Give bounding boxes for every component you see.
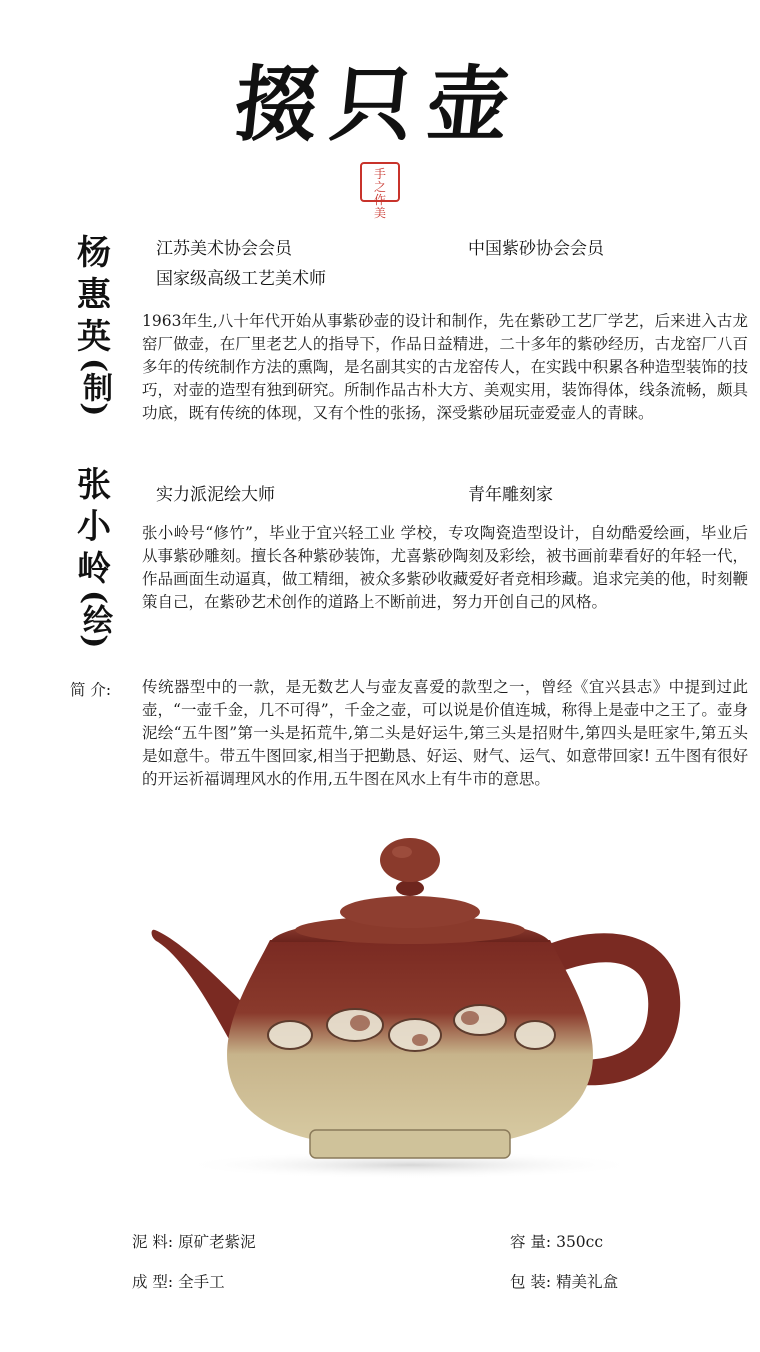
maker-name-char: 杨 — [77, 233, 111, 273]
seal-stamp — [360, 162, 400, 220]
seal-char: 美 — [373, 206, 386, 220]
seal-char: 之 — [373, 180, 386, 194]
maker-name-char: 惠 — [77, 275, 111, 315]
painter-bio: 张小岭号“修竹”，毕业于宜兴轻工业 学校，专攻陶瓷造型设计，自幼酷爱绘画，毕业后从事紫砂雕刻。擅长各种紫砂装饰，尤喜紫砂陶刻及彩绘，被书画前辈看好的年轻一代，作品画面生动逼真，做工精细，被众多紫砂收藏爱好者竞相珍藏。追求完美的他，时刻鞭策自己，在紫砂艺术创作的道路上不断前进，努力开创自己的风格。 — [142, 524, 748, 611]
painter-title-2: 青年雕刻家 — [468, 485, 553, 505]
painter-name-vertical — [66, 464, 122, 648]
maker-name-vertical — [66, 232, 122, 416]
painter-name-char: 岭 — [77, 549, 111, 589]
page-title: 掇只壶 — [230, 57, 529, 153]
seal-char: 作 — [373, 193, 386, 207]
painter-title-1: 实力派泥绘大师 — [156, 485, 275, 505]
maker-title-3: 国家级高级工艺美术师 — [156, 269, 326, 289]
intro-label: 简 介: — [70, 681, 112, 699]
maker-role: (制) — [77, 358, 112, 417]
painter-name-char: 张 — [77, 465, 111, 505]
spec-package: 包 装: 精美礼盒 — [510, 1273, 619, 1291]
painter-role: (绘) — [77, 590, 112, 649]
intro-text: 传统器型中的一款，是无数艺人与壶友喜爱的款型之一，曾经《宜兴县志》中提到过此壶，“一壶千金，几不可得”，千金之壶，可以说是价值连城，称得上是壶中之王了。壶身泥绘“五牛图”第一头是拓荒牛,第二头是好运牛,第三头是招财牛,第四头是旺家牛,第五头是如意牛。带五牛图回家,相当于把勤恳、好运、财气、运气、如意带回家! 五牛图有很好的开运祈福调理风水的作用,五牛图在风水上有牛市的意思。 — [142, 678, 748, 788]
maker-bio: 1963年生,八十年代开始从事紫砂壶的设计和制作，先在紫砂工艺厂学艺，后来进入古龙窑厂做壶，在厂里老艺人的指导下，作品日益精进，二十多年的紫砂经历，古龙窑厂八百多年的传统制作方法的熏陶，是名副其实的古龙窑传人，在实践中积累各种造型装饰的技巧，对壶的造型有独到研究。所制作品古朴大方、美观实用，装饰得体，线条流畅，颇具功底，既有传统的体现，又有个性的张扬，深受紫砂届玩壶爱壶人的青睐。 — [142, 312, 748, 422]
spec-clay: 泥 料: 原矿老紫泥 — [132, 1233, 256, 1251]
teapot-image — [140, 830, 700, 1190]
maker-name-char: 英 — [77, 317, 111, 357]
maker-title-2: 中国紫砂协会会员 — [468, 239, 604, 259]
seal-char: 手 — [373, 167, 386, 181]
spec-forming: 成 型: 全手工 — [132, 1273, 225, 1291]
spec-capacity: 容 量: 350cc — [510, 1233, 604, 1251]
painter-name-char: 小 — [77, 507, 111, 547]
maker-title-1: 江苏美术协会会员 — [156, 239, 292, 259]
